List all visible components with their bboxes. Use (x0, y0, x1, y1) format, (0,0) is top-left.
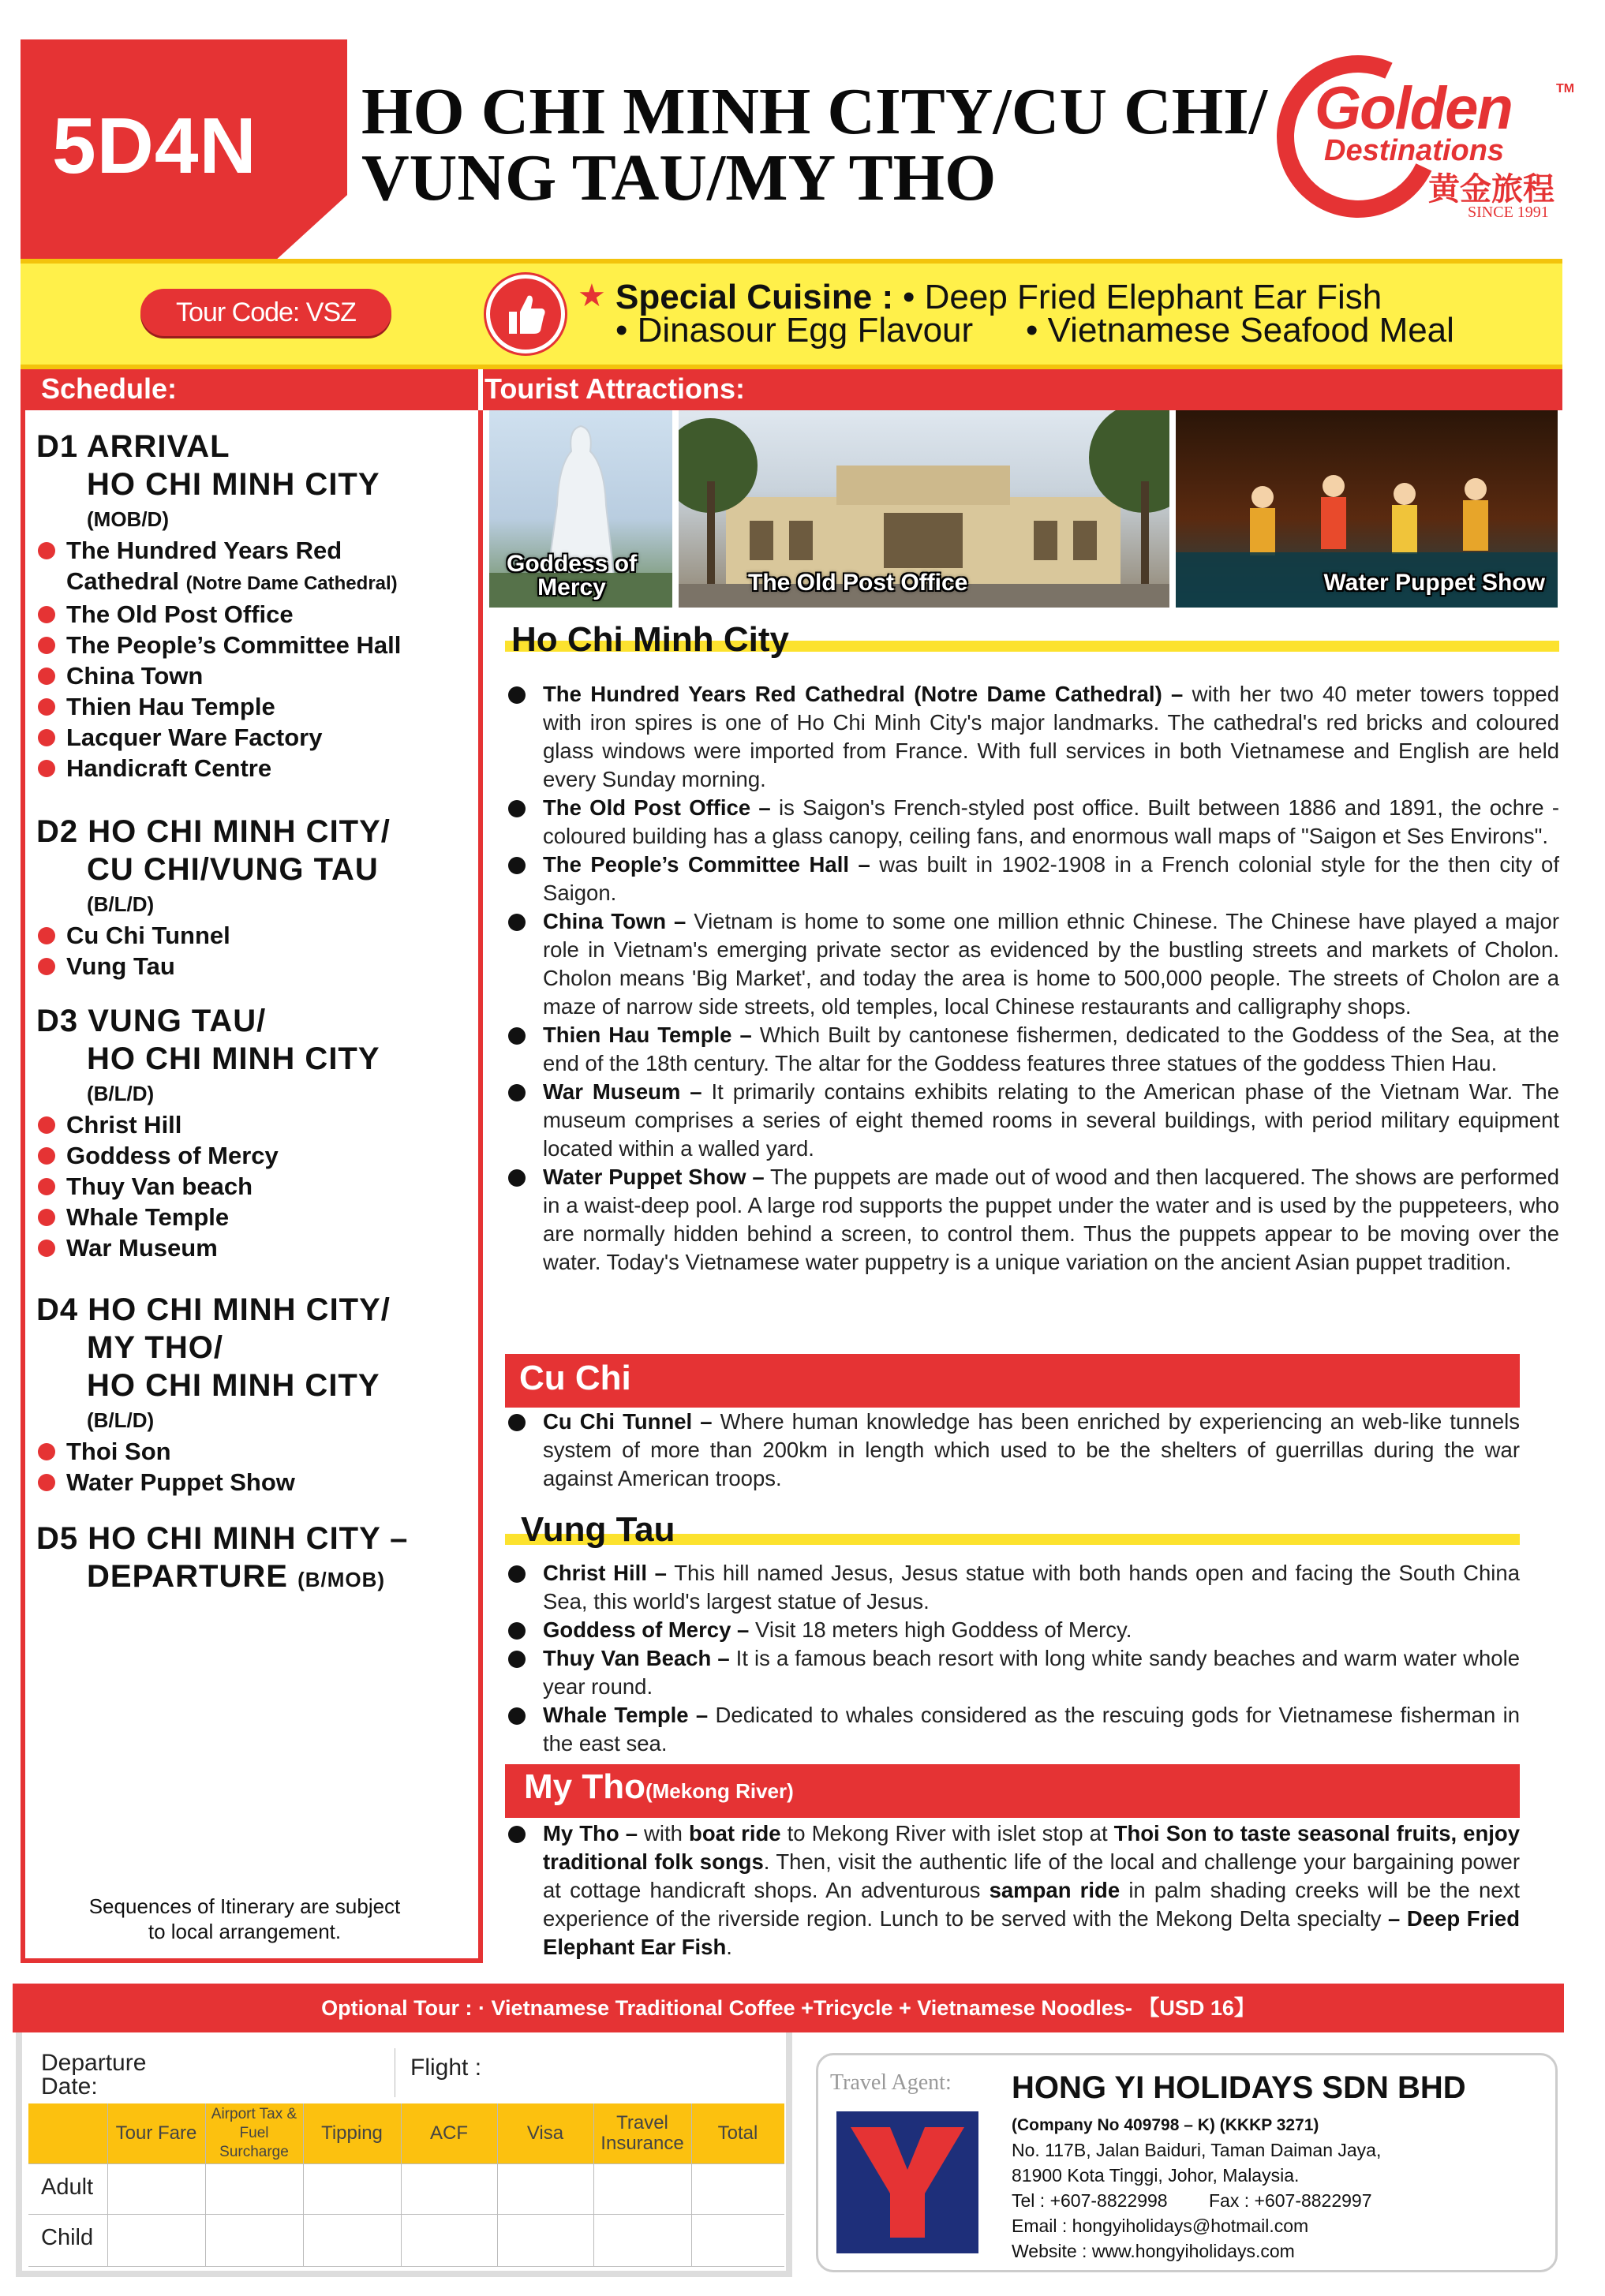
list-item: Vung Tau (36, 951, 478, 982)
attraction-item: My Tho – with boat ride to Mekong River with islet stop at Thoi Son to taste seasonal fruits, enjoy traditional folk songs. Then, visit the authentic life of the local and challenge your bargaining power at cottage handicraft shops. An adventurous sampan ride in palm shading creeks will be the next experience of the riverside region. Lunch to be served with the Mekong Delta specialty – Deep Fried Elephant Ear Fish. (505, 1819, 1520, 1961)
optional-tour-bar: Optional Tour : · Vietnamese Traditional Coffee +Tricycle + Vietnamese Noodles- 【USD 16】 (13, 1984, 1564, 2032)
list-item: Handicraft Centre (36, 753, 478, 783)
list-item: Whale Temple (36, 1202, 478, 1232)
row-child: Child (41, 2225, 94, 2250)
section-title-mytho: My Tho(Mekong River) (524, 1767, 794, 1806)
attraction-item: The Hundred Years Red Cathedral (Notre Dame Cathedral) – with her two 40 meter towers topped with iron spires is one of Ho Chi Minh City's major landmarks. The cathedral's red bricks and coloured glass windows were imported from France. With full services in both Vietnamese and English are held every Sunday morning. (505, 680, 1559, 794)
day-2 (36, 813, 478, 982)
agent-name: HONG YI HOLIDAYS SDN BHD (1012, 2070, 1466, 2105)
cuchi-attractions (505, 1408, 1520, 1493)
grid-line (28, 2214, 784, 2215)
section-title-hcm: Ho Chi Minh City (511, 620, 789, 659)
list-item: Water Puppet Show (36, 1467, 478, 1498)
section-banner (505, 1354, 1520, 1408)
col-tipping: Tipping (321, 2122, 383, 2144)
grid-line (28, 2163, 784, 2164)
list-item: Thien Hau Temple (36, 691, 478, 722)
list-item: Cu Chi Tunnel (36, 920, 478, 951)
col-travel-insurance: Travel Insurance (600, 2112, 684, 2154)
attraction-item: Christ Hill – This hill named Jesus, Jesus statue with both hands open and facing the South China Sea, this world's largest statue of Jesus. (505, 1559, 1520, 1616)
agent-website: Website : www.hongyiholidays.com (1012, 2241, 1295, 2261)
attraction-item: Thien Hau Temple – Which Built by cantonese fishermen, dedicated to the Goddess of the Sea, at the end of the 18th century. The altar for the Goddess features three statues of the goddess Thien Hau. (505, 1021, 1559, 1078)
meal-plan: (B/L/D) (87, 1408, 155, 1432)
list-item: Thuy Van beach (36, 1171, 478, 1202)
day-heading: D1 ARRIVAL HO CHI MINH CITY (36, 429, 380, 502)
col-airport-tax: Airport Tax & Fuel Surcharge (211, 2106, 297, 2160)
list-item: War Museum (36, 1232, 478, 1263)
attraction-item: Goddess of Mercy – Visit 18 meters high Goddess of Mercy. (505, 1616, 1520, 1644)
attractions-heading: Tourist Attractions: (484, 372, 745, 405)
grid-line (691, 2103, 692, 2266)
list-item: The Hundred Years Red (36, 535, 478, 566)
grid-line (205, 2103, 206, 2266)
day-5 (36, 1520, 478, 1599)
meal-plan: (MOB/D) (87, 507, 169, 531)
grid-line (28, 2266, 784, 2267)
day-4 (36, 1291, 478, 1498)
day-heading: D5 HO CHI MINH CITY – DEPARTURE (B/MOB) (36, 1521, 409, 1594)
y-logo-icon (846, 2122, 969, 2242)
attraction-item: The Old Post Office – is Saigon's French-styled post office. Built between 1886 and 1891, the ochre - coloured building has a glass canopy, ceiling fans, and enormous wall maps of "Saigon et Ses Environs". (505, 794, 1559, 851)
list-item: Christ Hill (36, 1109, 478, 1140)
logo-trademark: TM (1556, 82, 1575, 95)
title-line-2: VUNG TAU/MY THO (361, 141, 997, 215)
attraction-item: Water Puppet Show – The puppets are made out of wood and then lacquered. The shows are performed in a waist-deep pool. A large rod supports the puppet under the water and is used by the puppeteers, who are normally hidden behind a screen, to control them. Thus the puppets appear to be moving over the water. Today's Vietnamese water puppetry is a unique variation on the ancient Asian puppet tradition. (505, 1163, 1559, 1277)
grid-line (401, 2103, 402, 2266)
schedule-heading: Schedule: (41, 372, 178, 405)
page-title (361, 75, 1277, 215)
cuisine-label: Special Cuisine : (615, 278, 894, 316)
cuisine-item: • Vietnamese Seafood Meal (1026, 311, 1454, 350)
attraction-item: Whale Temple – Dedicated to whales considered as the rescuing gods for Vietnamese fisherman in the east sea. (505, 1701, 1520, 1758)
cuisine-item: • Deep Fried Elephant Ear Fish (903, 278, 1382, 316)
day-heading: D3 VUNG TAU/ HO CHI MINH CITY (36, 1004, 380, 1076)
photo-label: Goddess of Mercy (507, 551, 638, 600)
attraction-item: Cu Chi Tunnel – Where human knowledge has been enriched by experiencing an web-like tunnels system of more than 200km in length which used to be the shelters of guerrillas during the war against American troops. (505, 1408, 1520, 1493)
list-item: Thoi Son (36, 1436, 478, 1467)
grid-line (593, 2103, 594, 2266)
day-3 (36, 1002, 478, 1263)
col-acf: ACF (430, 2122, 468, 2144)
section-title-cuchi: Cu Chi (519, 1359, 631, 1397)
logo-word-golden: Golden (1315, 75, 1512, 142)
mytho-attractions (505, 1819, 1520, 1961)
col-total: Total (717, 2122, 758, 2144)
logo-chinese: 黄金旅程 (1428, 172, 1554, 207)
attraction-item: Thuy Van Beach – It is a famous beach resort with long white sandy beaches and warm water whole year round. (505, 1644, 1520, 1701)
tour-code-badge: Tour Code: VSZ (140, 289, 391, 336)
list-item: Goddess of Mercy (36, 1140, 478, 1171)
logo-since: SINCE 1991 (1468, 204, 1549, 221)
agent-email: Email : hongyiholidays@hotmail.com (1012, 2216, 1309, 2236)
thumbs-up-icon (486, 275, 565, 353)
list-item: China Town (36, 660, 478, 691)
list-item: The Old Post Office (36, 599, 478, 630)
list-item: Lacquer Ware Factory (36, 722, 478, 753)
col-tour-fare: Tour Fare (115, 2122, 197, 2144)
col-visa: Visa (526, 2122, 564, 2144)
meal-plan: (B/L/D) (87, 1082, 155, 1105)
itinerary-note: Sequences of Itinerary are subject to local arrangement. (88, 1894, 401, 1943)
photo-label: The Old Post Office (748, 570, 968, 596)
section-divider (478, 369, 483, 410)
star-icon: ★ (578, 279, 606, 313)
grid-line (497, 2103, 498, 2266)
day-heading: D4 HO CHI MINH CITY/ MY THO/ HO CHI MINH CITY (36, 1292, 391, 1403)
vungtau-attractions (505, 1559, 1520, 1758)
agent-address-1: No. 117B, Jalan Baiduri, Taman Daiman Jaya, (1012, 2140, 1382, 2160)
section-title-vungtau: Vung Tau (521, 1510, 675, 1549)
section-header-bar (21, 369, 1562, 410)
row-adult: Adult (41, 2174, 94, 2200)
logo-word-destinations: Destinations (1324, 134, 1505, 167)
agent-fax: Fax : +607-8822997 (1209, 2190, 1372, 2211)
travel-agent-label: Travel Agent: (830, 2070, 952, 2095)
flight-label: Flight : (410, 2055, 482, 2081)
photo-goddess-of-mercy (489, 410, 672, 608)
departure-date-label: Departure Date: (41, 2050, 147, 2100)
golden-destinations-logo (1272, 46, 1580, 219)
title-line-1: HO CHI MINH CITY/CU CHI/ (361, 75, 1268, 148)
duration-text: 5D4N (52, 102, 257, 190)
cuisine-item: • Dinasour Egg Flavour (615, 311, 974, 350)
agent-company-no: (Company No 409798 – K) (KKKP 3271) (1012, 2116, 1319, 2134)
day-1 (36, 428, 478, 783)
grid-line (303, 2103, 304, 2266)
agent-address-2: 81900 Kota Tinggi, Johor, Malaysia. (1012, 2165, 1300, 2186)
meal-plan: (B/L/D) (87, 892, 155, 916)
hong-yi-logo (836, 2111, 978, 2253)
photo-water-puppet-show (1176, 410, 1558, 608)
photo-old-post-office (679, 410, 1169, 608)
hcm-attractions (505, 680, 1559, 1277)
attraction-item: War Museum – It primarily contains exhibits relating to the American phase of the Vietnam War. The museum comprises a series of eight themed rooms in several buildings, with period military equipment located within a walled yard. (505, 1078, 1559, 1163)
attraction-item: China Town – Vietnam is home to some one million ethnic Chinese. The Chinese have played a major role in Vietnam's emerging private sector as evidenced by the bustling streets and markets of Cholon. Cholon means 'Big Market', and today the area is home to 500,000 people. The streets of Cholon are a maze of narrow side streets, old temples, local Chinese restaurants and calligraphy shops. (505, 907, 1559, 1021)
list-item-continuation: Cathedral (Notre Dame Cathedral) (66, 567, 398, 595)
list-item: The People’s Committee Hall (36, 630, 478, 660)
day-heading: D2 HO CHI MINH CITY/ CU CHI/VUNG TAU (36, 814, 391, 887)
agent-tel: Tel : +607-8822998 (1012, 2190, 1168, 2211)
photo-label: Water Puppet Show (1323, 570, 1545, 596)
attraction-item: The People’s Committee Hall – was built in 1902-1908 in a French colonial style for the then city of Saigon. (505, 851, 1559, 907)
grid-line (107, 2103, 108, 2266)
